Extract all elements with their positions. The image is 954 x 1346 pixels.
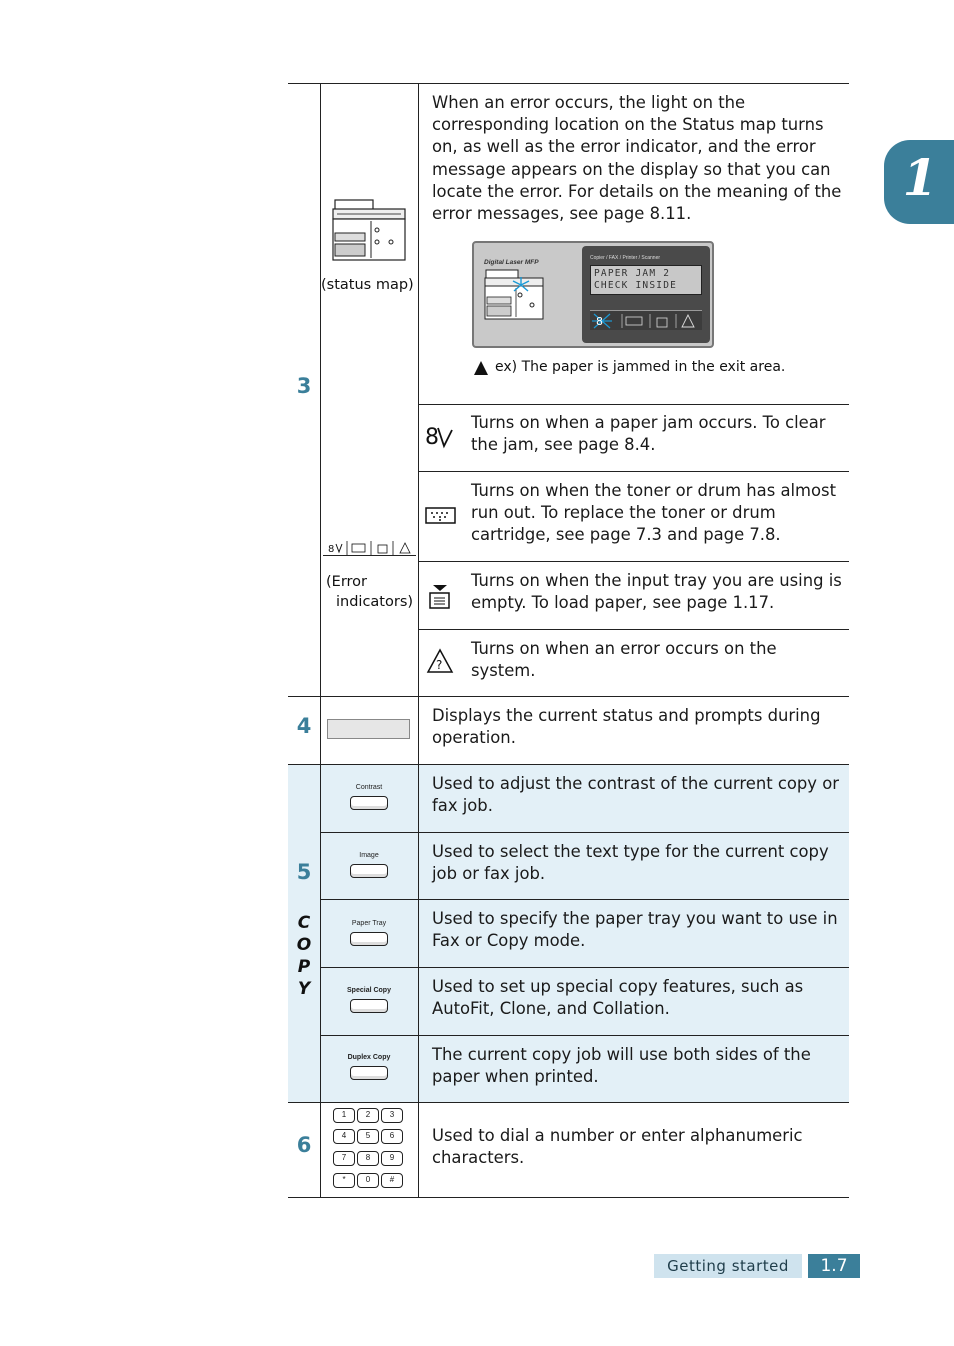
duplex-copy-description: The current copy job will use both sides of the paper when printed. — [432, 1045, 811, 1087]
panel-lcd-line-2: CHECK INSIDE — [594, 280, 678, 291]
key-9: 9 — [381, 1151, 403, 1166]
panel-lcd-line-1: PAPER JAM 2 — [594, 268, 671, 279]
indicator-text-paper-jam: Turns on when a paper jam occurs. To clear the jam, see page 8.4. — [471, 413, 826, 455]
footer-section-label: Getting started — [654, 1254, 802, 1278]
contrast-description: Used to adjust the contrast of the current copy or fax job. — [432, 774, 839, 816]
toner-icon — [425, 506, 457, 526]
svg-text:8: 8 — [596, 315, 603, 328]
paper-empty-icon — [428, 584, 452, 610]
paper-tray-description: Used to specify the paper tray you want to use in Fax or Copy mode. — [432, 909, 838, 951]
key-5: 5 — [357, 1129, 379, 1144]
duplex-copy-button-icon — [350, 1066, 388, 1080]
svg-text:8: 8 — [425, 425, 439, 450]
panel-printer-icon — [484, 269, 546, 321]
svg-text:?: ? — [436, 658, 443, 672]
error-indicators-strip — [323, 540, 416, 556]
paper-jam-icon — [424, 422, 456, 450]
row-number-5: 5 — [296, 860, 312, 884]
special-copy-button-label: Special Copy — [347, 987, 391, 994]
lcd-description: Displays the current status and prompts during operation. — [432, 706, 821, 748]
key-star: * — [333, 1173, 355, 1188]
special-copy-description: Used to set up special copy features, such as AutoFit, Clone, and Collation. — [432, 977, 804, 1019]
copy-side-label: C O P Y — [296, 913, 312, 999]
key-0: 0 — [357, 1173, 379, 1188]
special-copy-button-icon — [350, 999, 388, 1013]
key-hash: # — [381, 1173, 403, 1188]
paper-tray-button-icon — [350, 932, 388, 946]
lcd-display-icon — [327, 719, 410, 739]
footer-page-number: 1.7 — [808, 1254, 860, 1278]
row-number-3: 3 — [296, 374, 312, 398]
contrast-button-icon — [350, 796, 388, 810]
image-button-label: Image — [359, 852, 379, 859]
key-1: 1 — [333, 1108, 355, 1123]
triangle-pointer-icon — [473, 360, 489, 376]
key-6: 6 — [381, 1129, 403, 1144]
panel-lcd — [590, 265, 702, 295]
key-2: 2 — [357, 1108, 379, 1123]
image-description: Used to select the text type for the current copy job or fax job. — [432, 842, 829, 884]
key-3: 3 — [381, 1108, 403, 1123]
example-caption: ex) The paper is jammed in the exit area. — [495, 359, 786, 375]
row-number-4: 4 — [296, 714, 312, 738]
panel-indicator-icons — [590, 311, 702, 331]
system-error-icon — [426, 648, 454, 674]
duplex-copy-button-label: Duplex Copy — [347, 1054, 391, 1061]
status-map-printer-icon — [331, 198, 407, 262]
keypad-description: Used to dial a number or enter alphanumeric characters. — [432, 1126, 803, 1168]
panel-indicator-strip — [590, 310, 702, 330]
contrast-button-label: Contrast — [355, 784, 383, 791]
paper-tray-button-label: Paper Tray — [351, 920, 387, 927]
status-map-caption: (status map) — [321, 277, 414, 293]
image-button-icon — [350, 864, 388, 878]
error-indicators-caption-2: indicators) — [336, 594, 414, 610]
panel-brand: Digital Laser MFP — [484, 259, 539, 266]
chapter-number: 1 — [902, 148, 938, 207]
row-number-6: 6 — [296, 1133, 312, 1157]
indicator-text-system-error: Turns on when an error occurs on the system. — [471, 639, 777, 681]
indicator-text-paper-empty: Turns on when the input tray you are using is empty. To load paper, see page 1.17. — [471, 571, 842, 613]
svg-text:8: 8 — [328, 544, 335, 555]
key-4: 4 — [333, 1129, 355, 1144]
indicator-text-toner: Turns on when the toner or drum has almost run out. To replace the toner or drum cartridge, see page 7.3 and page 7.8. — [471, 481, 837, 545]
panel-dark-area — [582, 246, 710, 343]
key-7: 7 — [333, 1151, 355, 1166]
status-map-description: When an error occurs, the light on the corresponding location on the Status map turns on, as well as the error indicator, and the error message appears on the display so that you can locate the error. For details on the meaning of the error messages, see page 8.11. — [432, 93, 842, 224]
error-indicators-caption-1: (Error — [326, 574, 368, 590]
control-panel-illustration — [472, 241, 714, 348]
key-8: 8 — [357, 1151, 379, 1166]
panel-modes: Copier / FAX / Printer / Scanner — [590, 255, 661, 261]
